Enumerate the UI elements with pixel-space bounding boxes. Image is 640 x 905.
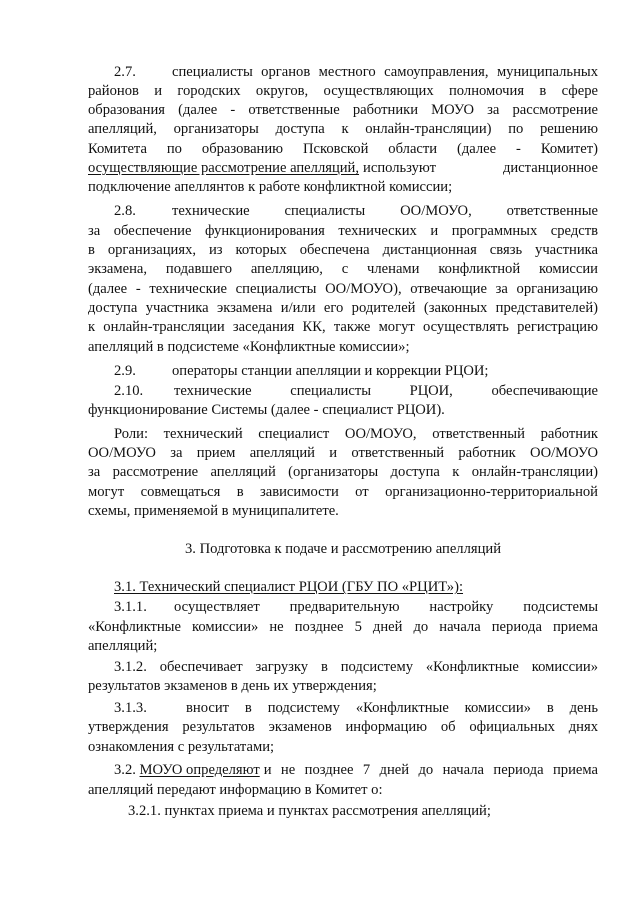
p27-line4: апелляций, организаторы доступа к онлайн-трансляции) по решению	[88, 121, 598, 137]
s313-line1	[88, 699, 598, 718]
p27-line3: образования (далее - ответственные работники МОУО за рассмотрение	[88, 102, 598, 118]
p27-number: 2.7.	[114, 64, 136, 80]
s311-line1	[88, 598, 598, 617]
p27-line6	[88, 159, 598, 178]
s311-line2: «Конфликтные комиссии» не позднее 5 дней до начала периода приема	[88, 619, 598, 635]
p29-text: операторы станции апелляции и коррекции РЦОИ;	[172, 363, 489, 379]
p27-line7: подключение апеллянтов к работе конфликтной комиссии;	[88, 179, 453, 195]
s32-prefix: 3.2.	[114, 762, 140, 778]
p27-line1-text: специалисты органов местного самоуправления, муниципальных	[172, 64, 598, 80]
s31-heading-text: 3.1. Технический специалист РЦОИ (ГБУ ПО «РЦИТ»):	[114, 579, 464, 595]
p28-line1-text: технические специалисты ОО/МОУО, ответственные	[172, 203, 598, 219]
s312-line2: результатов экзаменов в день их утверждения;	[88, 678, 377, 694]
s32-line1-rest: и не позднее 7 дней до начала периода приема	[263, 762, 598, 778]
p210-line1-text: технические специалисты РЦОИ, обеспечивающие	[174, 383, 598, 399]
roles-line1: Роли: технический специалист ОО/МОУО, ответственный работник	[114, 426, 598, 442]
p27-line5: Комитета по образованию Псковской области (далее - Комитет)	[88, 141, 598, 157]
s32-underlined: МОУО определяют	[139, 762, 260, 778]
section-title: 3. Подготовка к подаче и рассмотрению апелляций	[184, 541, 502, 557]
s311-line3: апелляций;	[88, 638, 158, 654]
roles-line2: ОО/МОУО за прием апелляций и ответственный работник ОО/МОУО	[88, 445, 598, 461]
p210-line1	[88, 382, 598, 401]
s311-line1-text: осуществляет предварительную настройку подсистемы	[174, 599, 598, 615]
p28-number: 2.8.	[114, 203, 136, 219]
s31-heading	[88, 578, 624, 597]
p27-line2: районов и городских округов, осуществляющих полномочия в сфере	[88, 83, 598, 99]
p28-line4: экзамена, подавшего апелляцию, с членами конфликтной комиссии	[88, 261, 598, 277]
s313-line2: утверждения результатов экзаменов информацию об официальных днях	[88, 719, 598, 735]
roles-line4: могут совмещаться в зависимости от организационно-территориальной	[88, 484, 598, 500]
p27-line1	[88, 63, 598, 82]
s311-number: 3.1.1.	[114, 599, 147, 615]
roles-line5: схемы, применяемой в муниципалитете.	[88, 503, 339, 519]
p28-line3: в организациях, из которых обеспечена дистанционная связь участника	[88, 242, 598, 258]
s313-line3: ознакомления с результатами;	[88, 739, 275, 755]
s321-line: 3.2.1. пунктах приема и пунктах рассмотрения апелляций;	[128, 803, 491, 819]
s32-line1	[88, 761, 598, 780]
p28-line7: к онлайн-трансляции заседания КК, также могут осуществлять регистрацию	[88, 319, 598, 335]
p28-line6: доступа участника экзамена и/или его родителей (законных представителей)	[88, 300, 598, 316]
p27-line6-rest: используют дистанционное	[363, 160, 598, 176]
p210-number: 2.10.	[114, 383, 144, 399]
p28-line2: за обеспечение функционирования технических и программных средств	[88, 223, 598, 239]
p28-line1	[88, 202, 598, 221]
s313-line1-text: вносит в подсистему «Конфликтные комиссии» в день	[186, 700, 598, 716]
p28-line8: апелляций в подсистеме «Конфликтные комиссии»;	[88, 339, 410, 355]
s313-number: 3.1.3.	[114, 700, 147, 716]
p29-number: 2.9.	[114, 363, 136, 379]
s312-line1: 3.1.2. обеспечивает загрузку в подсистему «Конфликтные комиссии»	[114, 659, 598, 675]
roles-line3: за рассмотрение апелляций (организаторы доступа к онлайн-трансляции)	[88, 464, 598, 480]
p27-underlined: осуществляющие рассмотрение апелляций,	[88, 160, 360, 176]
p29-line	[88, 362, 598, 381]
p28-line5: (далее - технические специалисты ОО/МОУО), отвечающие за организацию	[88, 281, 598, 297]
s32-line2: апелляций передают информацию в Комитет о:	[88, 782, 383, 798]
p210-line2: функционирование Системы (далее - специалист РЦОИ).	[88, 402, 445, 418]
